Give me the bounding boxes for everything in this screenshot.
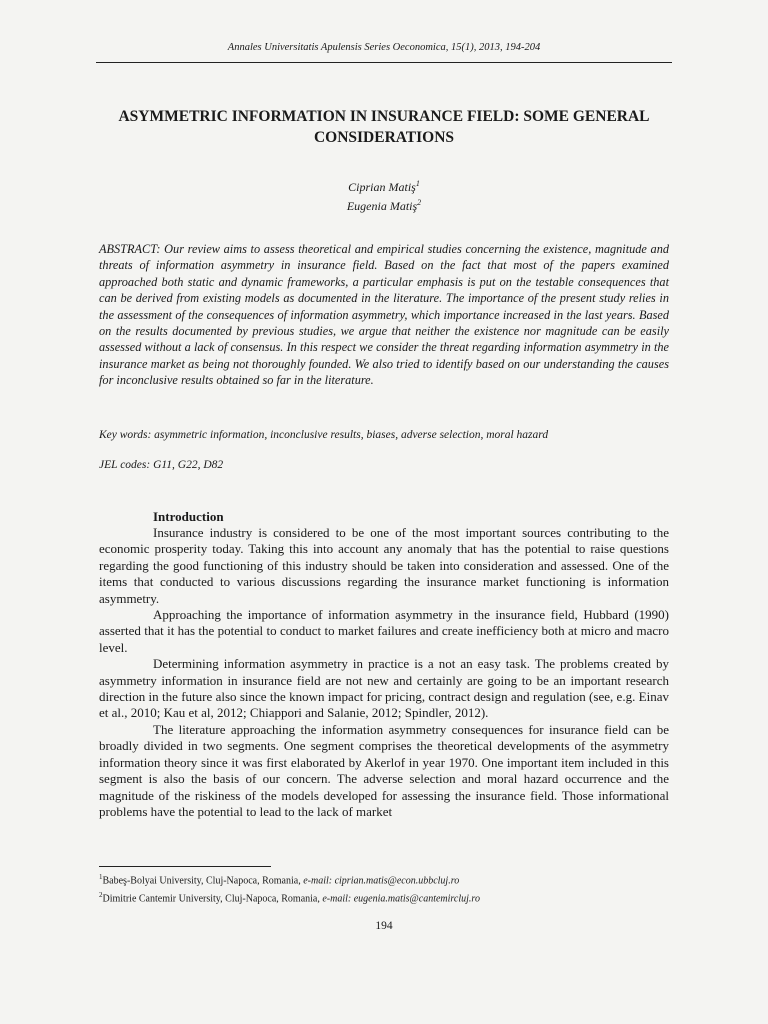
footnote-email: e-mail: eugenia.matis@cantemircluj.ro xyxy=(322,893,480,905)
journal-citation: Annales Universitatis Apulensis Series Oeconomica, 15(1), 2013, 194-204 xyxy=(227,42,541,53)
author-list xyxy=(96,176,672,214)
author-name: Eugenia Matiş xyxy=(346,199,418,213)
footnote-affiliation: Babeş-Bolyai University, Cluj-Napoca, Romania, xyxy=(102,875,304,887)
paragraph: Insurance industry is considered to be one of the most important sources contributing to the economic prosperity today. Taking this into account any anomaly that has the potential to raise questions regarding the good functioning of this industry should be taken into consideration and assessed. One of the items that conducted to various discussions regarding the insurance market functioning is information asymmetry. xyxy=(99,525,669,606)
footnote-rule xyxy=(99,866,271,867)
footnote-2 xyxy=(99,888,669,906)
section-heading-introduction: Introduction xyxy=(153,509,224,524)
footnote-1 xyxy=(99,870,669,888)
footnote-mark: 2 xyxy=(99,891,103,900)
author-name: Ciprian Matiş xyxy=(348,180,416,194)
author-footnote-mark: 1 xyxy=(415,179,420,188)
paragraph: Determining information asymmetry in practice is a not an easy task. The problems created by asymmetry information in insurance field are not new and certainly are going to be an important research direction in the future also since the known impact for pricing, contract design and regulation (see, e.g. Einav et al., 2010; Kau et al, 2012; Chiappori and Salanie, 2012; Spindler, 2012). xyxy=(99,656,669,721)
footnote-mark: 1 xyxy=(99,873,103,881)
keywords: Key words: asymmetric information, inconclusive results, biases, adverse selection, moral hazard xyxy=(99,429,549,441)
paragraph: The literature approaching the information asymmetry consequences for insurance field can be broadly divided in two segments. One segment comprises the theoretical developments of the asymmetry information theory since it was first elaborated by Akerlof in year 1970. One important item included in this segment is also the basis of our concern. The adverse selection and moral hazard occurrence and the magnitude of the riskiness of the models developed for assessing the insurance field. Those informational problems have the potential to lead to the lack of market xyxy=(99,721,669,819)
author-footnote-mark: 2 xyxy=(417,198,422,207)
footnotes xyxy=(99,870,669,907)
jel-codes: JEL codes: G11, G22, D82 xyxy=(99,459,224,471)
footnote-affiliation: Dimitrie Cantemir University, Cluj-Napoca, Romania, xyxy=(102,893,323,905)
page-number: 194 xyxy=(375,920,393,932)
abstract: ABSTRACT: Our review aims to assess theoretical and empirical studies concerning the existence, magnitude and threats of information asymmetry in insurance field. Based on the fact that most of the papers examined approached both static and dynamic frameworks, a particular emphasis is put on the testable consequences that can be derived from existing models as documented in the literature. The importance of the present study relies in the assessment of the consequences of information asymmetry, which importance increased in the last years. Based on the results documented by previous studies, we argue that neither the existence nor magnitude can be easily assessed without a lack of consensus. In this respect we consider the threat regarding information asymmetry in the insurance market as being not thoroughly founded. We also tried to identify based on our understanding the causes for inconclusive results obtained so far in the literature. xyxy=(99,242,669,388)
header-rule xyxy=(96,62,672,63)
author-1 xyxy=(96,176,672,195)
paper-title: ASYMMETRIC INFORMATION IN INSURANCE FIELD: SOME GENERAL CONSIDERATIONS xyxy=(118,108,650,146)
introduction-body xyxy=(99,525,669,820)
author-2 xyxy=(96,195,672,214)
paragraph: Approaching the importance of information asymmetry in the insurance field, Hubbard (1990) asserted that it has the potential to conduct to market failures and create inefficiency both at micro and macro level. xyxy=(99,607,669,655)
footnote-email: e-mail: ciprian.matis@econ.ubbcluj.ro xyxy=(303,875,460,887)
